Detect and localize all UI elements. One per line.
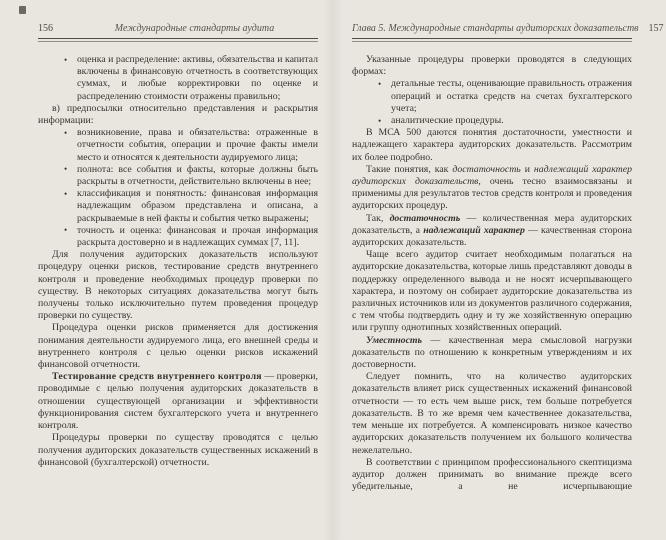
bullet-item xyxy=(378,115,632,127)
paragraph: в) предпосылки относительно представления и раскрытия информации: xyxy=(38,102,318,127)
bullet-text: полнота: все события и факты, которые должны быть раскрыты в отчетности, действительно включены в нее; xyxy=(77,163,318,188)
left-header-rule xyxy=(38,38,318,42)
paragraph: В МСА 500 даются понятия достаточности, уместности и надлежащего характера аудиторских доказательств. Рассмотрим их более подробно. xyxy=(352,127,632,163)
paragraph: Для получения аудиторских доказательств используют процедуру оценки рисков, тестирование средств внутреннего контроля и проведение необходимых процедур проверки по существу. В некоторых ситуациях доказательства могут быть получены только исключительно путем проведения процедур проверки по существу. xyxy=(38,249,318,322)
bullet-text: оценка и распределение: активы, обязательства и капитал включены в финансовую отчетность в соответствующих суммах, и любые корректировки по оценке и распределению стоимости отражены правильно; xyxy=(77,54,318,102)
procedure-list xyxy=(352,78,632,127)
text-segment: — проверки, проводимые с целью получения аудиторских доказательств в отношении существующей организации и эффективности функционирования систем бухгалтерского учета и внутреннего контроля. xyxy=(38,371,318,432)
bullet-icon: • xyxy=(64,127,68,138)
left-page-number: 156 xyxy=(38,23,53,34)
bullet-text: возникновение, права и обязательства: отраженные в отчетности события, операции и прочие факты имели место и относятся к деятельности аудируемого лица; xyxy=(77,127,318,163)
bullet-item xyxy=(378,78,632,115)
bullet-icon: • xyxy=(378,115,382,126)
right-page xyxy=(333,0,666,540)
text-segment: — количественная мера аудиторских доказательств, а xyxy=(352,212,633,236)
bullet-item xyxy=(64,54,318,103)
text-segment: — качественная мера смысловой нагрузки доказательств по отношению к конкретным утверждениям и их достоверности. xyxy=(352,334,632,371)
paragraph: Указанные процедуры проверки проводятся в следующих формах: xyxy=(352,54,632,78)
right-page-number: 157 xyxy=(648,23,664,34)
left-page-body xyxy=(38,54,318,469)
left-running-title: Международные стандарты аудита xyxy=(114,23,275,34)
assertion-list xyxy=(38,127,318,249)
term-definition: надлежащий характер xyxy=(423,224,525,236)
assertion-list xyxy=(38,54,318,103)
paragraph: Следует помнить, что на количество аудиторских доказательств влияет риск существенных искажений финансовой отчетности — то есть чем выше риск, тем больше потребуется доказательств. В то же время чем качественнее доказательства, тем меньше их потребуется. А компенсировать низкое качество аудиторских доказательств получением их большого количества нежелательно. xyxy=(352,371,632,456)
paragraph: Чаще всего аудитор считает необходимым полагаться на аудиторские доказательства, которые лишь представляют доводы в поддержку определенного вывода и не носят исчерпывающего характера, и поэтому он собирает аудиторские доказательства из различных источников или из документов различного содержания, с тем чтобы подтвердить одну и ту же хозяйственную операцию или группу однотипных хозяйственных операций. xyxy=(352,249,632,334)
text-segment: , очень тесно взаимосвязаны и применимы для результатов тестов средств контроля и проведения аудиторских процедур. xyxy=(352,176,633,212)
bullet-text: точность и оценка: финансовая и прочая информация раскрыта достоверно и в надлежащих суммах [7, 11]. xyxy=(77,224,318,249)
right-header-rule xyxy=(352,38,632,42)
bullet-text: детальные тесты, оценивающие правильность отражения операций и остатка средств на счетах бухгалтерского учета; xyxy=(391,78,632,114)
paragraph xyxy=(352,335,632,372)
bullet-icon: • xyxy=(64,225,68,236)
left-page-header xyxy=(38,23,318,35)
text-segment: Так, xyxy=(366,212,390,224)
bullet-item xyxy=(64,127,318,164)
text-segment: Такие понятия, как xyxy=(366,163,453,175)
paragraph: Процедуры проверки по существу проводятся с целью получения аудиторских доказательств существенных искажений в финансовой (бухгалтерской) отчетности. xyxy=(38,432,318,468)
bullet-text: классификация и понятность: финансовая информация надлежащим образом представлена и описана, а раскрываемые в ней факты и события четко выражены; xyxy=(77,188,318,224)
term-emphasis: достаточность xyxy=(452,163,521,175)
paragraph: Процедура оценки рисков применяется для достижения понимания деятельности аудируемого лица, его внешней среды и внутреннего контроля с целью оценки рисков искажений финансовой отчетности. xyxy=(38,322,318,371)
right-running-title: Глава 5. Международные стандарты аудиторских доказательств xyxy=(352,23,639,34)
text-segment: и xyxy=(520,163,534,175)
bullet-icon: • xyxy=(64,54,68,65)
paragraph xyxy=(352,164,632,213)
bullet-item xyxy=(64,164,318,188)
bullet-text: аналитические процедуры. xyxy=(391,115,504,127)
paragraph xyxy=(352,213,632,250)
bullet-item xyxy=(64,188,318,225)
bullet-icon: • xyxy=(64,188,68,199)
right-page-body xyxy=(352,54,632,493)
bullet-item xyxy=(64,225,318,249)
right-page-header xyxy=(352,23,664,35)
term-emphasis: надлежащий характер аудиторских доказательств xyxy=(352,163,632,188)
text-segment: — качественная сторона аудиторских доказательств. xyxy=(352,224,632,249)
term-definition: достаточность xyxy=(389,212,461,224)
term-definition: Уместность xyxy=(366,334,423,346)
run-in-heading: Тестирование средств внутреннего контроля xyxy=(52,371,262,383)
paragraph: В соответствии с принципом профессионального скептицизма аудитор должен принимать во внимание прежде всего убедительные, а не исчерпывающие xyxy=(352,456,632,493)
bullet-icon: • xyxy=(378,78,382,89)
paragraph xyxy=(38,371,318,432)
bullet-icon: • xyxy=(64,164,68,175)
